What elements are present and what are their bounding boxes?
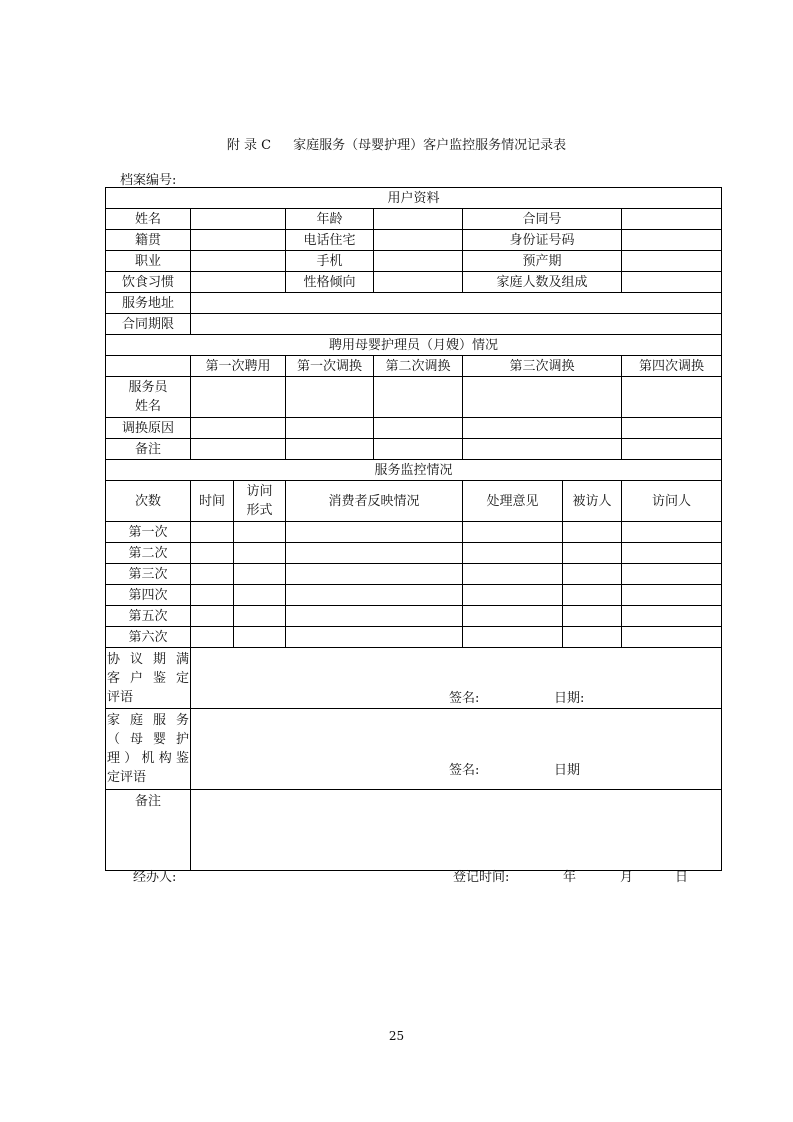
field-home-phone[interactable] — [374, 230, 463, 251]
field-handling[interactable] — [463, 564, 563, 585]
field-address[interactable] — [191, 293, 722, 314]
field-contract-no[interactable] — [622, 209, 722, 230]
label-occupation: 职业 — [106, 251, 191, 272]
field-feedback[interactable] — [286, 606, 463, 627]
field-org-evaluation[interactable] — [191, 709, 722, 790]
field-visitee[interactable] — [563, 606, 622, 627]
field-feedback[interactable] — [286, 627, 463, 648]
section-monitor-info: 服务监控情况 — [106, 460, 722, 481]
table-row — [106, 627, 722, 648]
label-change-reason: 调换原因 — [106, 418, 191, 439]
monitor-header-feedback: 消费者反映情况 — [286, 481, 463, 522]
label-diet: 饮食习惯 — [106, 272, 191, 293]
table-row — [106, 585, 722, 606]
monitor-row-label: 第一次 — [106, 522, 191, 543]
field-occupation[interactable] — [191, 251, 286, 272]
section-user-info: 用户资料 — [106, 188, 722, 209]
monitor-row-label: 第六次 — [106, 627, 191, 648]
field-personality[interactable] — [374, 272, 463, 293]
year-label: 年 — [563, 870, 577, 885]
label-age: 年龄 — [286, 209, 374, 230]
field-customer-evaluation[interactable] — [191, 648, 722, 709]
monitor-header-visitee: 被访人 — [563, 481, 622, 522]
label-mobile: 手机 — [286, 251, 374, 272]
field-visitor[interactable] — [622, 627, 722, 648]
label-native-place: 籍贯 — [106, 230, 191, 251]
field-staff-change-4[interactable] — [622, 377, 722, 418]
registration-time-label: 登记时间: — [453, 870, 510, 885]
field-family[interactable] — [622, 272, 722, 293]
org-sign-label: 签名: — [449, 763, 480, 778]
field-visitee[interactable] — [563, 543, 622, 564]
label-family: 家庭人数及组成 — [463, 272, 622, 293]
field-feedback[interactable] — [286, 543, 463, 564]
label-name: 姓名 — [106, 209, 191, 230]
field-staff-change-2[interactable] — [374, 377, 463, 418]
monitor-header-visitor: 访问人 — [622, 481, 722, 522]
field-native-place[interactable] — [191, 230, 286, 251]
field-age[interactable] — [374, 209, 463, 230]
field-time[interactable] — [191, 522, 234, 543]
hire-header-change-3: 第三次调换 — [463, 356, 622, 377]
form-title: 家庭服务（母婴护理）客户监控服务情况记录表 — [293, 138, 567, 153]
month-label: 月 — [620, 870, 634, 885]
customer-date-label: 日期: — [554, 691, 585, 706]
field-diet[interactable] — [191, 272, 286, 293]
hire-header-change-1: 第一次调换 — [286, 356, 374, 377]
field-visitor[interactable] — [622, 585, 722, 606]
field-visit-form[interactable] — [234, 564, 286, 585]
label-home-phone: 电话住宅 — [286, 230, 374, 251]
field-visit-form[interactable] — [234, 522, 286, 543]
page-number: 25 — [388, 1029, 405, 1043]
hire-header-change-4: 第四次调换 — [622, 356, 722, 377]
document-title — [0, 134, 793, 153]
table-row — [106, 564, 722, 585]
field-handling[interactable] — [463, 627, 563, 648]
field-visitor[interactable] — [622, 564, 722, 585]
monitor-header-count: 次数 — [106, 481, 191, 522]
field-feedback[interactable] — [286, 522, 463, 543]
monitor-row-label: 第三次 — [106, 564, 191, 585]
hire-header-first: 第一次聘用 — [191, 356, 286, 377]
table-row — [106, 543, 722, 564]
field-name[interactable] — [191, 209, 286, 230]
field-contract-period[interactable] — [191, 314, 722, 335]
field-feedback[interactable] — [286, 564, 463, 585]
label-address: 服务地址 — [106, 293, 191, 314]
field-reason-change-1[interactable] — [286, 418, 374, 439]
record-form-table — [105, 187, 722, 871]
archive-number-label: 档案编号: — [120, 173, 177, 188]
field-handling[interactable] — [463, 585, 563, 606]
field-due-date[interactable] — [622, 251, 722, 272]
label-personality: 性格倾向 — [286, 272, 374, 293]
monitor-header-handling: 处理意见 — [463, 481, 563, 522]
field-reason-change-4[interactable] — [622, 418, 722, 439]
label-staff-name: 服务员 姓名 — [106, 377, 191, 418]
monitor-header-time: 时间 — [191, 481, 234, 522]
field-visit-form[interactable] — [234, 627, 286, 648]
section-hire-info: 聘用母婴护理员（月嫂）情况 — [106, 335, 722, 356]
field-time[interactable] — [191, 627, 234, 648]
table-row — [106, 606, 722, 627]
field-staff-first[interactable] — [191, 377, 286, 418]
field-staff-change-3[interactable] — [463, 377, 622, 418]
field-visit-form[interactable] — [234, 606, 286, 627]
monitor-row-label: 第二次 — [106, 543, 191, 564]
field-reason-change-3[interactable] — [463, 418, 622, 439]
field-note-change-3[interactable] — [463, 439, 622, 460]
label-remarks: 备注 — [106, 790, 191, 871]
hire-header-change-2: 第二次调换 — [374, 356, 463, 377]
label-contract-period: 合同期限 — [106, 314, 191, 335]
field-reason-first[interactable] — [191, 418, 286, 439]
monitor-row-label: 第四次 — [106, 585, 191, 606]
appendix-label: 附 录 C — [226, 138, 272, 153]
field-visitee[interactable] — [563, 627, 622, 648]
field-visitor[interactable] — [622, 606, 722, 627]
field-visitee[interactable] — [563, 522, 622, 543]
field-remarks[interactable] — [191, 790, 722, 871]
field-time[interactable] — [191, 606, 234, 627]
field-handling[interactable] — [463, 522, 563, 543]
field-mobile[interactable] — [374, 251, 463, 272]
field-visit-form[interactable] — [234, 543, 286, 564]
field-visit-form[interactable] — [234, 585, 286, 606]
field-note-first[interactable] — [191, 439, 286, 460]
field-reason-change-2[interactable] — [374, 418, 463, 439]
label-org-evaluation: 家庭服务 （母婴护 理）机构鉴 定评语 — [106, 709, 191, 790]
field-note-change-4[interactable] — [622, 439, 722, 460]
label-hire-note: 备注 — [106, 439, 191, 460]
field-time[interactable] — [191, 564, 234, 585]
field-visitor[interactable] — [622, 543, 722, 564]
field-handling[interactable] — [463, 606, 563, 627]
day-label: 日 — [675, 870, 689, 885]
field-visitee[interactable] — [563, 564, 622, 585]
field-time[interactable] — [191, 543, 234, 564]
field-staff-change-1[interactable] — [286, 377, 374, 418]
form-footer — [105, 866, 702, 886]
field-note-change-1[interactable] — [286, 439, 374, 460]
field-note-change-2[interactable] — [374, 439, 463, 460]
field-visitor[interactable] — [622, 522, 722, 543]
label-contract-no: 合同号 — [463, 209, 622, 230]
handler-label: 经办人: — [133, 870, 177, 885]
field-visitee[interactable] — [563, 585, 622, 606]
field-feedback[interactable] — [286, 585, 463, 606]
label-id-number: 身份证号码 — [463, 230, 622, 251]
hire-header-blank — [106, 356, 191, 377]
field-handling[interactable] — [463, 543, 563, 564]
monitor-header-visit-form: 访问 形式 — [234, 481, 286, 522]
customer-sign-label: 签名: — [449, 691, 480, 706]
label-due-date: 预产期 — [463, 251, 622, 272]
org-date-label: 日期 — [554, 763, 581, 778]
label-customer-evaluation: 协议期满 客户鉴定 评语 — [106, 648, 191, 709]
table-row — [106, 522, 722, 543]
field-time[interactable] — [191, 585, 234, 606]
monitor-row-label: 第五次 — [106, 606, 191, 627]
field-id-number[interactable] — [622, 230, 722, 251]
